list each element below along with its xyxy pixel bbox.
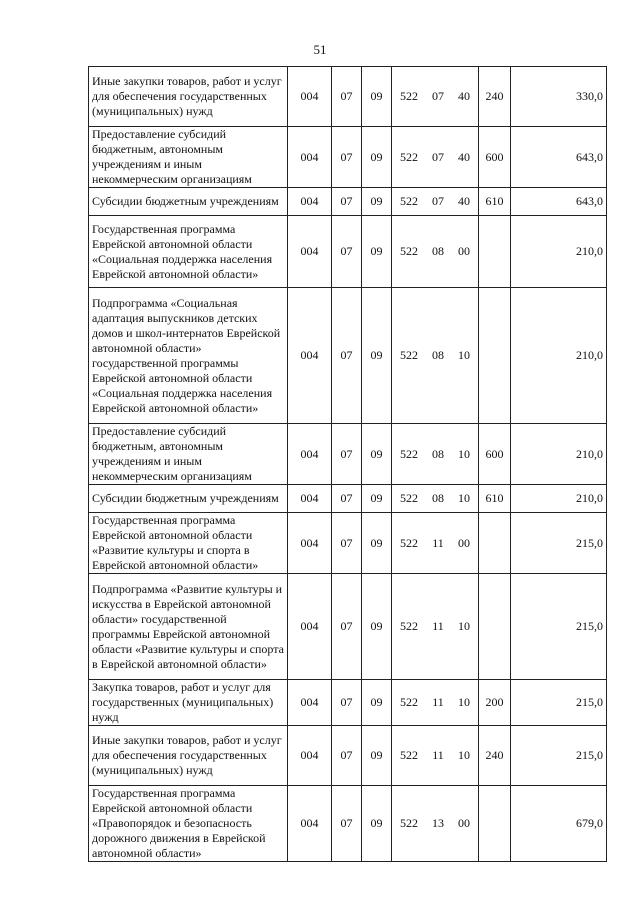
program-code-part: 08	[432, 491, 444, 505]
table-row	[89, 726, 607, 786]
amount-value: 210,0	[511, 424, 607, 485]
section-code: 07	[332, 288, 362, 424]
table-row	[89, 485, 607, 513]
expense-type-code	[479, 574, 511, 680]
section-code: 07	[332, 216, 362, 288]
program-code-part: 522	[400, 446, 418, 461]
section-code: 07	[332, 127, 362, 188]
item-name: Субсидии бюджетным учреждениям	[89, 485, 288, 513]
item-name: Закупка товаров, работ и услуг для государственных (муниципальных) нужд	[89, 680, 288, 726]
amount-value: 210,0	[511, 288, 607, 424]
program-code-part: 522	[400, 748, 418, 762]
program-code-part: 00	[458, 535, 470, 550]
program-code-part: 40	[458, 149, 470, 164]
section-code: 07	[332, 574, 362, 680]
item-name: Иные закупки товаров, работ и услуг для обеспечения государственных (муниципальных) нужд	[89, 726, 288, 786]
item-name: Иные закупки товаров, работ и услуг для обеспечения государственных (муниципальных) нужд	[89, 67, 288, 127]
program-code	[392, 485, 479, 513]
ministry-code: 004	[288, 216, 332, 288]
amount-value: 643,0	[511, 127, 607, 188]
ministry-code: 004	[288, 786, 332, 862]
program-code	[392, 513, 479, 574]
budget-table	[88, 66, 607, 862]
expense-type-code	[479, 786, 511, 862]
program-code-part: 13	[432, 816, 444, 830]
program-code-part: 07	[432, 149, 444, 164]
program-code-part: 11	[432, 695, 444, 709]
program-code	[392, 424, 479, 485]
program-code-part: 522	[400, 194, 418, 208]
expense-type-code: 240	[479, 726, 511, 786]
subsection-code: 09	[362, 485, 392, 513]
amount-value: 215,0	[511, 726, 607, 786]
item-name: Субсидии бюджетным учреждениям	[89, 188, 288, 216]
amount-value: 330,0	[511, 67, 607, 127]
ministry-code: 004	[288, 485, 332, 513]
subsection-code: 09	[362, 424, 392, 485]
table-row	[89, 127, 607, 188]
table-row	[89, 67, 607, 127]
program-code-part: 522	[400, 535, 418, 550]
item-name: Подпрограмма «Социальная адаптация выпускников детских домов и школ-интернатов Еврейской автономной области» государственной программы Еврейской автономной области «Социальная поддержка населения Еврейской автономной области»	[89, 288, 288, 424]
subsection-code: 09	[362, 680, 392, 726]
page-number: 51	[313, 42, 327, 57]
program-code-part: 10	[458, 695, 470, 709]
section-code: 07	[332, 67, 362, 127]
ministry-code: 004	[288, 726, 332, 786]
section-code: 07	[332, 680, 362, 726]
program-code-part: 522	[400, 816, 418, 830]
subsection-code: 09	[362, 127, 392, 188]
amount-value: 215,0	[511, 513, 607, 574]
program-code-part: 10	[458, 348, 470, 362]
section-code: 07	[332, 786, 362, 862]
program-code	[392, 67, 479, 127]
expense-type-code	[479, 513, 511, 574]
table-row	[89, 786, 607, 862]
subsection-code: 09	[362, 574, 392, 680]
program-code	[392, 786, 479, 862]
subsection-code: 09	[362, 288, 392, 424]
program-code-part: 07	[432, 194, 444, 208]
subsection-code: 09	[362, 726, 392, 786]
program-code-part: 522	[400, 695, 418, 709]
section-code: 07	[332, 726, 362, 786]
program-code	[392, 574, 479, 680]
table-row	[89, 680, 607, 726]
program-code-part: 522	[400, 89, 418, 103]
table-row	[89, 188, 607, 216]
program-code-part: 00	[458, 816, 470, 830]
expense-type-code: 240	[479, 67, 511, 127]
program-code-part: 522	[400, 348, 418, 362]
subsection-code: 09	[362, 786, 392, 862]
program-code-part: 40	[458, 89, 470, 103]
item-name: Государственная программа Еврейской автономной области «Развитие культуры и спорта в Еврейской автономной области»	[89, 513, 288, 574]
ministry-code: 004	[288, 288, 332, 424]
subsection-code: 09	[362, 67, 392, 127]
subsection-code: 09	[362, 188, 392, 216]
expense-type-code	[479, 288, 511, 424]
ministry-code: 004	[288, 680, 332, 726]
program-code-part: 10	[458, 619, 470, 633]
item-name: Государственная программа Еврейской автономной области «Правопорядок и безопасность дорожного движения в Еврейской автономной области»	[89, 786, 288, 862]
ministry-code: 004	[288, 424, 332, 485]
amount-value: 210,0	[511, 216, 607, 288]
table-row	[89, 288, 607, 424]
program-code-part: 11	[432, 748, 444, 762]
table-row	[89, 513, 607, 574]
amount-value: 215,0	[511, 574, 607, 680]
item-name: Подпрограмма «Развитие культуры и искусства в Еврейской автономной области» государственной программы Еврейской автономной области «Развитие культуры и спорта в Еврейской автономной области»	[89, 574, 288, 680]
program-code	[392, 216, 479, 288]
program-code	[392, 127, 479, 188]
program-code-part: 07	[432, 89, 444, 103]
program-code	[392, 188, 479, 216]
program-code-part: 10	[458, 748, 470, 762]
program-code-part: 10	[458, 446, 470, 461]
table-row	[89, 574, 607, 680]
expense-type-code: 610	[479, 188, 511, 216]
program-code-part: 10	[458, 491, 470, 505]
program-code	[392, 680, 479, 726]
item-name: Предоставление субсидий бюджетным, автономным учреждениям и иным некоммерческим организациям	[89, 424, 288, 485]
expense-type-code	[479, 216, 511, 288]
program-code-part: 522	[400, 491, 418, 505]
section-code: 07	[332, 424, 362, 485]
program-code	[392, 288, 479, 424]
program-code-part: 00	[458, 244, 470, 258]
program-code-part: 11	[432, 619, 444, 633]
program-code-part: 522	[400, 619, 418, 633]
program-code-part: 522	[400, 149, 418, 164]
subsection-code: 09	[362, 216, 392, 288]
section-code: 07	[332, 485, 362, 513]
expense-type-code: 610	[479, 485, 511, 513]
program-code-part: 522	[400, 244, 418, 258]
amount-value: 215,0	[511, 680, 607, 726]
subsection-code: 09	[362, 513, 392, 574]
program-code-part: 08	[432, 446, 444, 461]
item-name: Государственная программа Еврейской автономной области «Социальная поддержка населения Еврейской автономной области»	[89, 216, 288, 288]
amount-value: 643,0	[511, 188, 607, 216]
ministry-code: 004	[288, 127, 332, 188]
ministry-code: 004	[288, 513, 332, 574]
table-row	[89, 216, 607, 288]
amount-value: 210,0	[511, 485, 607, 513]
ministry-code: 004	[288, 67, 332, 127]
program-code-part: 08	[432, 244, 444, 258]
ministry-code: 004	[288, 574, 332, 680]
ministry-code: 004	[288, 188, 332, 216]
section-code: 07	[332, 188, 362, 216]
expense-type-code: 600	[479, 424, 511, 485]
expense-type-code: 600	[479, 127, 511, 188]
amount-value: 679,0	[511, 786, 607, 862]
program-code	[392, 726, 479, 786]
item-name: Предоставление субсидий бюджетным, автономным учреждениям и иным некоммерческим организациям	[89, 127, 288, 188]
table-row	[89, 424, 607, 485]
program-code-part: 11	[432, 535, 444, 550]
expense-type-code: 200	[479, 680, 511, 726]
program-code-part: 40	[458, 194, 470, 208]
program-code-part: 08	[432, 348, 444, 362]
section-code: 07	[332, 513, 362, 574]
